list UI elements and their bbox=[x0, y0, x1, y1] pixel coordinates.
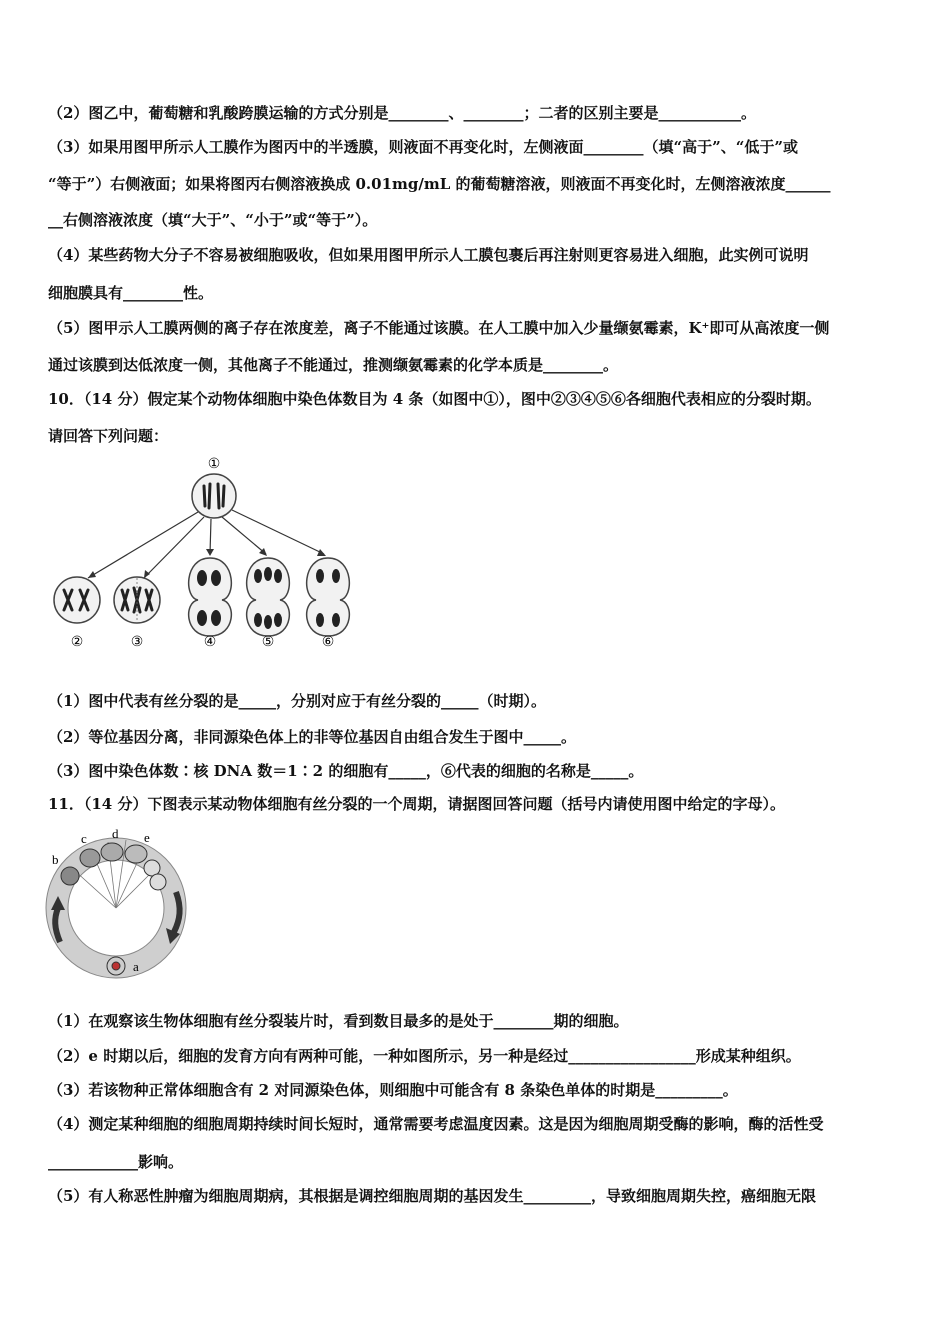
label-d: d bbox=[112, 826, 119, 841]
parent-cell bbox=[192, 474, 236, 518]
q11-stem: 11．（14 分）下图表示某动物体细胞有丝分裂的一个周期，请据图回答问题（括号内请使用图中给定的字母）。 bbox=[48, 795, 785, 813]
q10-part2: （2）等位基因分离，非同源染色体上的非等位基因自由组合发生于图中_____。 bbox=[48, 728, 576, 746]
cell-2 bbox=[54, 577, 100, 623]
q9-part3-line2: “等于”）右侧液面；如果将图丙右侧溶液换成 0.01mg/mL 的葡萄糖溶液，则液面不再变化时，左侧溶液浓度______ bbox=[48, 175, 831, 193]
q11-part1: （1）在观察该生物体细胞有丝分裂装片时，看到数目最多的是处于________期的细胞。 bbox=[48, 1012, 629, 1030]
q10-part3: （3）图中染色体数∶核 DNA 数＝1∶2 的细胞有_____，⑥代表的细胞的名称是_____。 bbox=[48, 762, 644, 780]
q9-part2: （2）图乙中，葡萄糖和乳酸跨膜运输的方式分别是________、________；二者的区别主要是___________。 bbox=[48, 104, 756, 122]
q11-part3: （3）若该物种正常体细胞含有 2 对同源染色体，则细胞中可能含有 8 条染色单体的时期是_________。 bbox=[48, 1081, 738, 1099]
label-cell-6: ⑥ bbox=[321, 635, 335, 650]
cell-6 bbox=[307, 558, 350, 636]
label-e: e bbox=[144, 830, 150, 845]
label-cell-4: ④ bbox=[203, 635, 217, 650]
q9-part4-line1: （4）某些药物大分子不容易被细胞吸收，但如果用图甲所示人工膜包裹后再注射则更容易进入细胞，此实例可说明 bbox=[48, 246, 809, 264]
q9-part5-line1: （5）图甲示人工膜两侧的离子存在浓度差，离子不能通过该膜。在人工膜中加入少量缬氨霉素，K⁺即可从高浓度一侧 bbox=[48, 319, 830, 337]
q11-part4-line2: ____________影响。 bbox=[48, 1153, 184, 1171]
q11-part4-line1: （4）测定某种细胞的细胞周期持续时间长短时，通常需要考虑温度因素。这是因为细胞周期受酶的影响，酶的活性受 bbox=[48, 1115, 824, 1133]
label-cell-5: ⑤ bbox=[261, 635, 275, 650]
label-c: c bbox=[81, 831, 87, 846]
label-cell-3: ③ bbox=[130, 635, 144, 650]
q10-part1: （1）图中代表有丝分裂的是_____，分别对应于有丝分裂的_____（时期）。 bbox=[48, 692, 546, 710]
q9-part3-line3: __右侧溶液浓度（填“大于”、“小于”或“等于”）。 bbox=[48, 211, 378, 229]
label-a: a bbox=[133, 959, 139, 974]
label-cell-2: ② bbox=[70, 635, 84, 650]
cell-4 bbox=[189, 558, 232, 636]
q10-stem-line1: 10．（14 分）假定某个动物体细胞中染色体数目为 4 条（如图中①），图中②③④⑤⑥各细胞代表相应的分裂时期。 bbox=[48, 390, 821, 408]
label-b: b bbox=[52, 852, 59, 867]
q9-part4-line2: 细胞膜具有________性。 bbox=[48, 284, 214, 302]
q9-part5-line2: 通过该膜到达低浓度一侧，其他离子不能通过，推测缬氨霉素的化学本质是________。 bbox=[48, 356, 619, 374]
q9-part3-line1: （3）如果用图甲所示人工膜作为图丙中的半透膜，则液面不再变化时，左侧液面________（填“高于”、“低于”或 bbox=[48, 138, 798, 156]
q11-part2: （2）e 时期以后，细胞的发育方向有两种可能，一种如图所示，另一种是经过_________________形成某种组织。 bbox=[48, 1047, 801, 1065]
cell-division-figure bbox=[44, 450, 364, 655]
q10-stem-line2: 请回答下列问题： bbox=[48, 427, 169, 445]
label-cell-1: ① bbox=[207, 457, 221, 472]
cell-cycle-diagram bbox=[40, 822, 200, 982]
q11-part5: （5）有人称恶性肿瘤为细胞周期病，其根据是调控细胞周期的基因发生_________，导致细胞周期失控，癌细胞无限 bbox=[48, 1187, 816, 1205]
